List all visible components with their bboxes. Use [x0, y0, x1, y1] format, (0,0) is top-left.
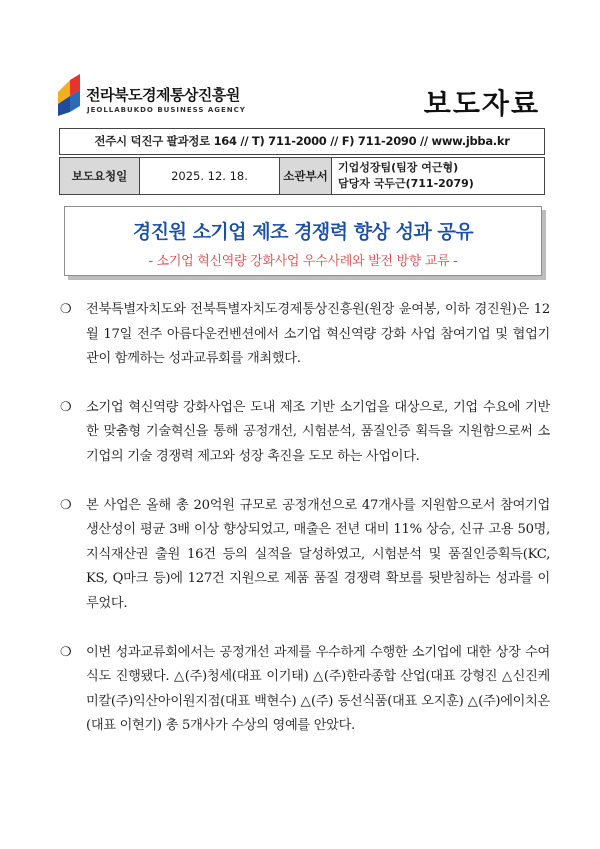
- paragraph-text: 이번 성과교류회에서는 공정개선 과제를 우수하게 수행한 소기업에 대한 상장 수여식도 진행됐다. △(주)청세(대표 이기태) △(주)한라종합 산업(대표 강형진 △신진케미칼(주)익산아이원지점(대표 백현수) △(주) 동선식품(대표 오지훈) △(주)에이치온(대표 이현기) 총 5개사가 수상의 영예를 안았다.: [86, 644, 550, 734]
- paragraph-text: 본 사업은 올해 총 20억원 규모로 공정개선으로 47개사를 지원함으로서 참여기업 생산성이 평균 3배 이상 향상되었고, 매출은 전년 대비 11% 상승, 신규 고용 50명, 지식재산권 출원 16건 등의 실적을 달성하였고, 시험분석 및 품질인증획득(KC, KS, Q마크 등)에 127건 지원으로 제품 품질 경쟁력 확보를 뒷받침하는 성과를 이루었다.: [86, 497, 550, 611]
- org-name-english: JEOLLABUKDO BUSINESS AGENCY: [87, 106, 246, 114]
- org-name: 전라북도경제통상진흥원: [86, 86, 240, 104]
- headline-subtitle: - 소기업 혁신역량 강화사업 우수사례와 발전 방향 교류 -: [148, 254, 458, 269]
- article-body: [60, 298, 550, 763]
- jbba-logo-icon: [56, 72, 90, 116]
- paragraph-text: 소기업 혁신역량 강화사업은 도내 제조 기반 소기업을 대상으로, 기업 수요에 기반한 맞춤형 기술혁신을 통해 공정개선, 시험분석, 품질인증 획득을 지원함으로써 소기업의 기술 경쟁력 제고와 성장 촉진을 도모 하는 사업이다.: [86, 399, 550, 464]
- request-date-label: 보도요청일: [60, 158, 140, 194]
- department-contact: 담당자 국두근(711-2079): [338, 177, 474, 190]
- paragraph: [60, 396, 550, 470]
- info-table: [59, 157, 545, 195]
- department-info: [332, 158, 544, 194]
- circle-bullet-icon: ❍: [60, 497, 72, 513]
- department-team: 기업성장팀(팀장 여근형): [338, 161, 459, 174]
- department-label: 소관부서: [280, 158, 332, 194]
- document-header: [56, 72, 546, 124]
- contact-line: 전주시 덕진구 팔과정로 164 // T) 711-2000 // F) 711-2090 // www.jbba.kr: [59, 128, 545, 155]
- circle-bullet-icon: ❍: [60, 644, 72, 660]
- paragraph: [60, 494, 550, 617]
- circle-bullet-icon: ❍: [60, 302, 72, 317]
- document-type-title: 보도자료: [423, 87, 540, 120]
- request-date-value: 2025. 12. 18.: [140, 158, 280, 194]
- headline-title: 경진원 소기업 제조 경쟁력 향상 성과 공유: [132, 221, 474, 243]
- circle-bullet-icon: ❍: [60, 399, 72, 415]
- paragraph-text: 전북특별자치도와 전북특별자치도경제통상진흥원(원장 윤여봉, 이하 경진원)은 12월 17일 전주 아름다운컨벤션에서 소기업 혁신역량 강화 사업 참여기업 및 협업기관이 함께하는 성과교류회를 개최했다.: [86, 302, 550, 367]
- paragraph: [60, 298, 550, 372]
- paragraph: [60, 641, 550, 739]
- headline-box: [64, 206, 542, 276]
